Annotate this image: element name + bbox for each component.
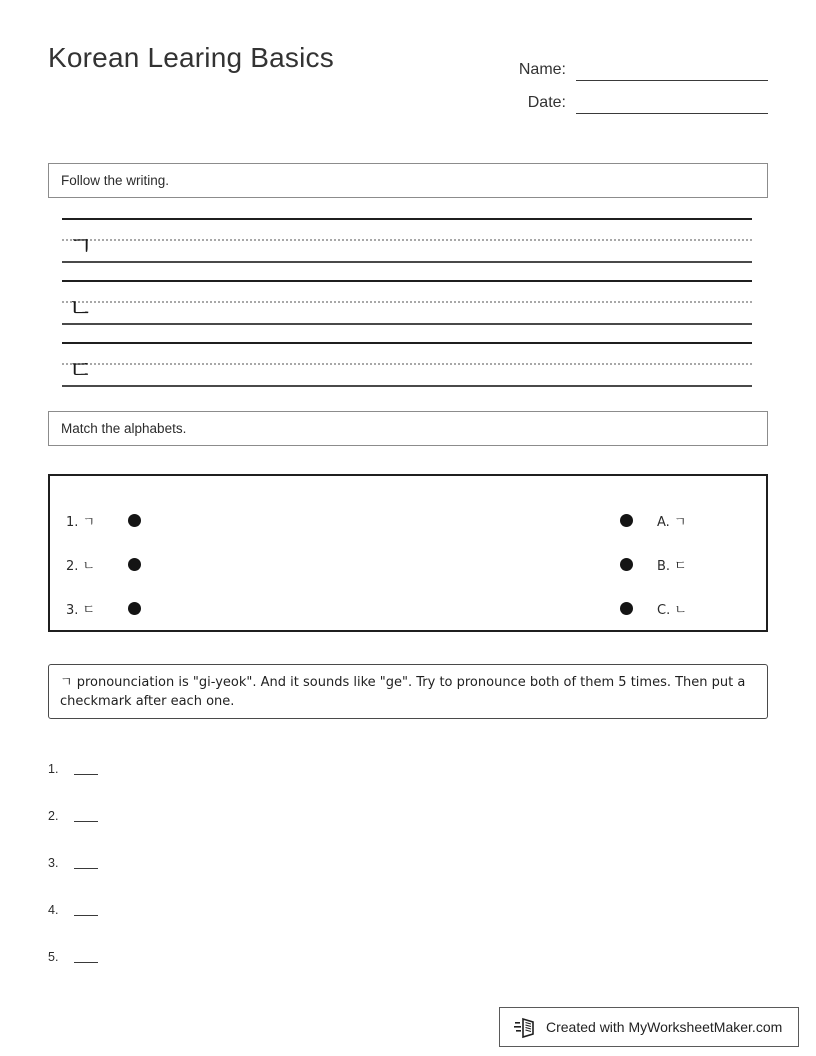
matching-left-label: 1. ㄱ [66,514,96,530]
matching-left-label: 2. ㄴ [66,558,96,574]
pronunciation-note-text: ㄱ pronounciation is "gi-yeok". And it sounds like "ge". Try to pronounce both of them 5 times. Then put a checkmark after each one. [60,675,746,709]
list-item [48,839,248,886]
blank-number: 2. [48,808,59,823]
checkmark-blank-list [48,745,248,980]
matching-left-dot[interactable] [128,514,141,527]
rule-line-bottom [62,261,752,263]
list-item [48,886,248,933]
blank-answer-line[interactable] [74,904,98,916]
matching-right-item[interactable] [620,586,750,630]
blank-number: 5. [48,949,59,964]
page-title: Korean Learing Basics [48,42,334,73]
blank-number: 1. [48,761,59,776]
matching-right-item[interactable] [620,498,750,542]
worksheet-header [48,42,768,122]
name-input-line[interactable] [576,61,768,81]
blank-answer-line[interactable] [74,763,98,775]
matching-right-column [620,498,750,630]
matching-right-label: C. ㄴ [657,602,687,618]
matching-right-dot[interactable] [620,558,633,571]
matching-left-label: 3. ㄷ [66,602,96,618]
rule-line-bottom [62,323,752,325]
matching-left-item[interactable] [66,586,196,630]
rule-line-dashed-middle [62,363,752,365]
date-input-line[interactable] [576,94,768,114]
practice-row[interactable] [62,342,752,386]
matching-left-column [66,498,196,630]
matching-right-dot[interactable] [620,602,633,615]
created-with-badge[interactable] [499,1007,799,1047]
rule-line-bottom [62,385,752,387]
instruction-two-text: Match the alphabets. [61,421,187,436]
practice-glyph: ㄷ [68,356,94,386]
blank-number: 3. [48,855,59,870]
writing-practice-area [62,218,752,404]
list-item [48,792,248,839]
rule-line-top [62,342,752,344]
matching-exercise-box [48,474,768,632]
matching-left-dot[interactable] [128,602,141,615]
practice-row[interactable] [62,218,752,262]
matching-left-item[interactable] [66,542,196,586]
instruction-box-follow-the-writing [48,163,768,198]
matching-right-dot[interactable] [620,514,633,527]
list-item [48,933,248,980]
matching-right-label: B. ㄷ [657,558,687,574]
blank-answer-line[interactable] [74,810,98,822]
rule-line-top [62,280,752,282]
practice-glyph: ㄱ [68,232,94,262]
matching-right-label: A. ㄱ [657,514,687,530]
date-field-row [498,81,768,114]
rule-line-top [62,218,752,220]
matching-left-item[interactable] [66,498,196,542]
instruction-one-text: Follow the writing. [61,173,170,188]
created-with-label: Created with MyWorksheetMaker.com [546,1019,783,1035]
worksheet-maker-logo-icon [514,1015,538,1039]
date-label: Date: [527,94,566,111]
pronunciation-note-box [48,664,768,719]
blank-answer-line[interactable] [74,951,98,963]
practice-row[interactable] [62,280,752,324]
blank-answer-line[interactable] [74,857,98,869]
matching-left-dot[interactable] [128,558,141,571]
list-item [48,745,248,792]
rule-line-dashed-middle [62,239,752,241]
practice-glyph: ㄴ [68,294,94,324]
name-label: Name: [518,61,566,78]
student-meta-fields [498,48,768,114]
instruction-box-match-the-alphabets [48,411,768,446]
rule-line-dashed-middle [62,301,752,303]
matching-right-item[interactable] [620,542,750,586]
name-field-row [498,48,768,81]
blank-number: 4. [48,902,59,917]
